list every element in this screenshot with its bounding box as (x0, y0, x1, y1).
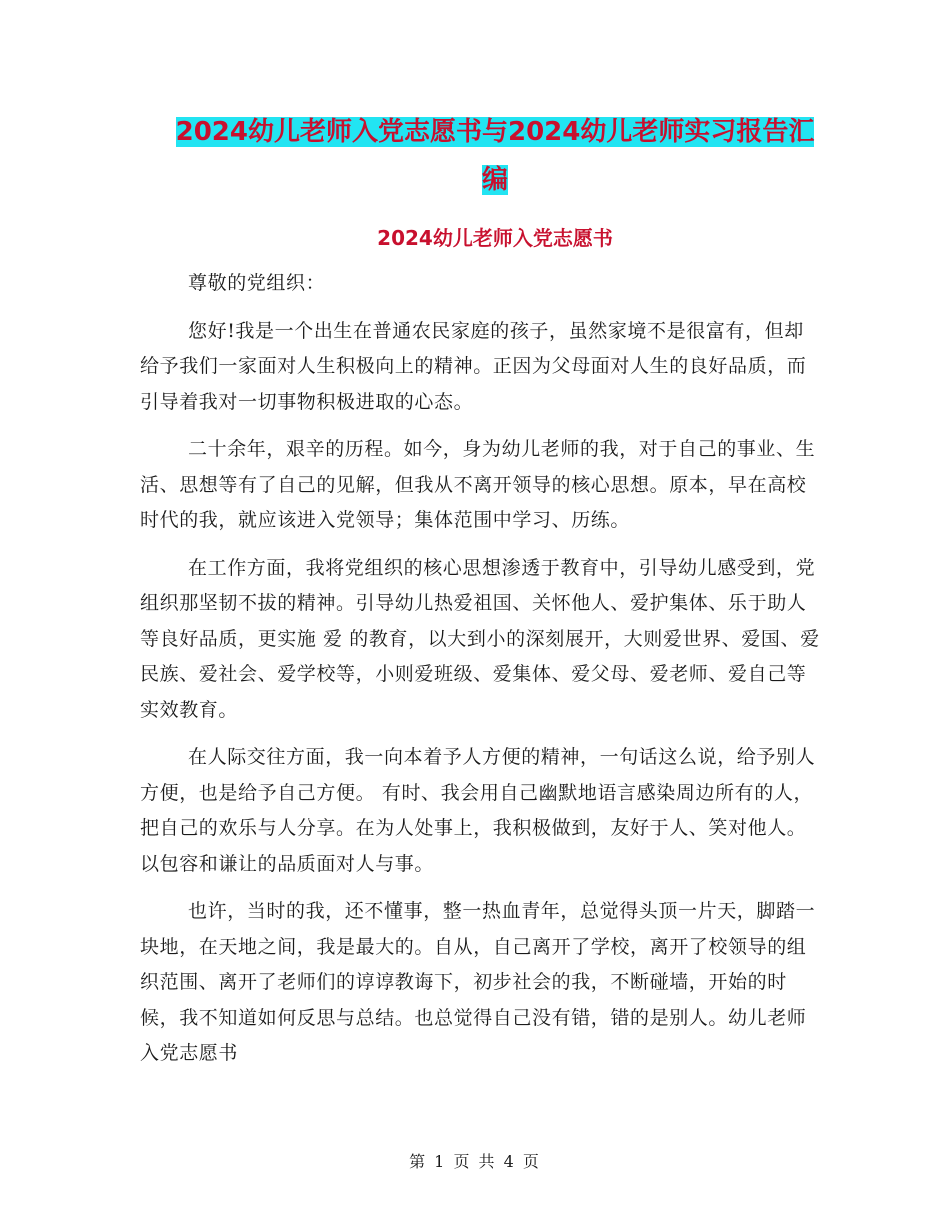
document-title-line-2: 编 (481, 165, 508, 195)
document-title-line-1: 2024幼儿老师入党志愿书与2024幼儿老师实习报告汇 (175, 117, 815, 147)
page-footer: 第 1 页 共 4 页 (409, 1152, 541, 1171)
paragraph-4: 在人际交往方面，我一向本着予人方便的精神，一句话这么说，给予别人方便，也是给予自己方便。 有时、我会用自己幽默地语言感染周边所有的人，把自己的欢乐与人分享。在为人处事上，我积极做到，友好于人、笑对他人。以包容和谦让的品质面对人与事。 (140, 746, 816, 875)
paragraph-3: 在工作方面，我将党组织的核心思想渗透于教育中，引导幼儿感受到，党组织那坚韧不拔的精神。引导幼儿热爱祖国、关怀他人、爱护集体、乐于助人等良好品质，更实施 爱 的教育，以大到小的深刻展开，大则爱世界、爱国、爱民族、爱社会、爱学校等，小则爱班级、爱集体、爱父母、爱老师、爱自己等实效教育。 (140, 556, 820, 721)
section-title: 2024幼儿老师入党志愿书 (377, 226, 613, 250)
document-body (140, 266, 820, 1084)
paragraph-5: 也许，当时的我，还不懂事，整一热血青年，总觉得头顶一片天，脚踏一块地，在天地之间，我是最大的。自从，自己离开了学校，离开了校领导的组织范围、离开了老师们的谆谆教诲下，初步社会的我，不断碰墙，开始的时候，我不知道如何反思与总结。也总觉得自己没有错，错的是别人。幼儿老师入党志愿书 (140, 900, 816, 1064)
paragraph-1: 您好!我是一个出生在普通农民家庭的孩子，虽然家境不是很富有，但却给予我们一家面对人生积极向上的精神。正因为父母面对人生的良好品质，而引导着我对一切事物积极进取的心态。 (140, 319, 807, 413)
document-title (140, 108, 850, 204)
salutation: 尊敬的党组织： (188, 272, 326, 294)
paragraph-2: 二十余年，艰辛的历程。如今，身为幼儿老师的我，对于自己的事业、生活、思想等有了自己的见解，但我从不离开领导的核心思想。原本，早在高校时代的我，就应该进入党领导；集体范围中学习、历练。 (140, 438, 816, 531)
